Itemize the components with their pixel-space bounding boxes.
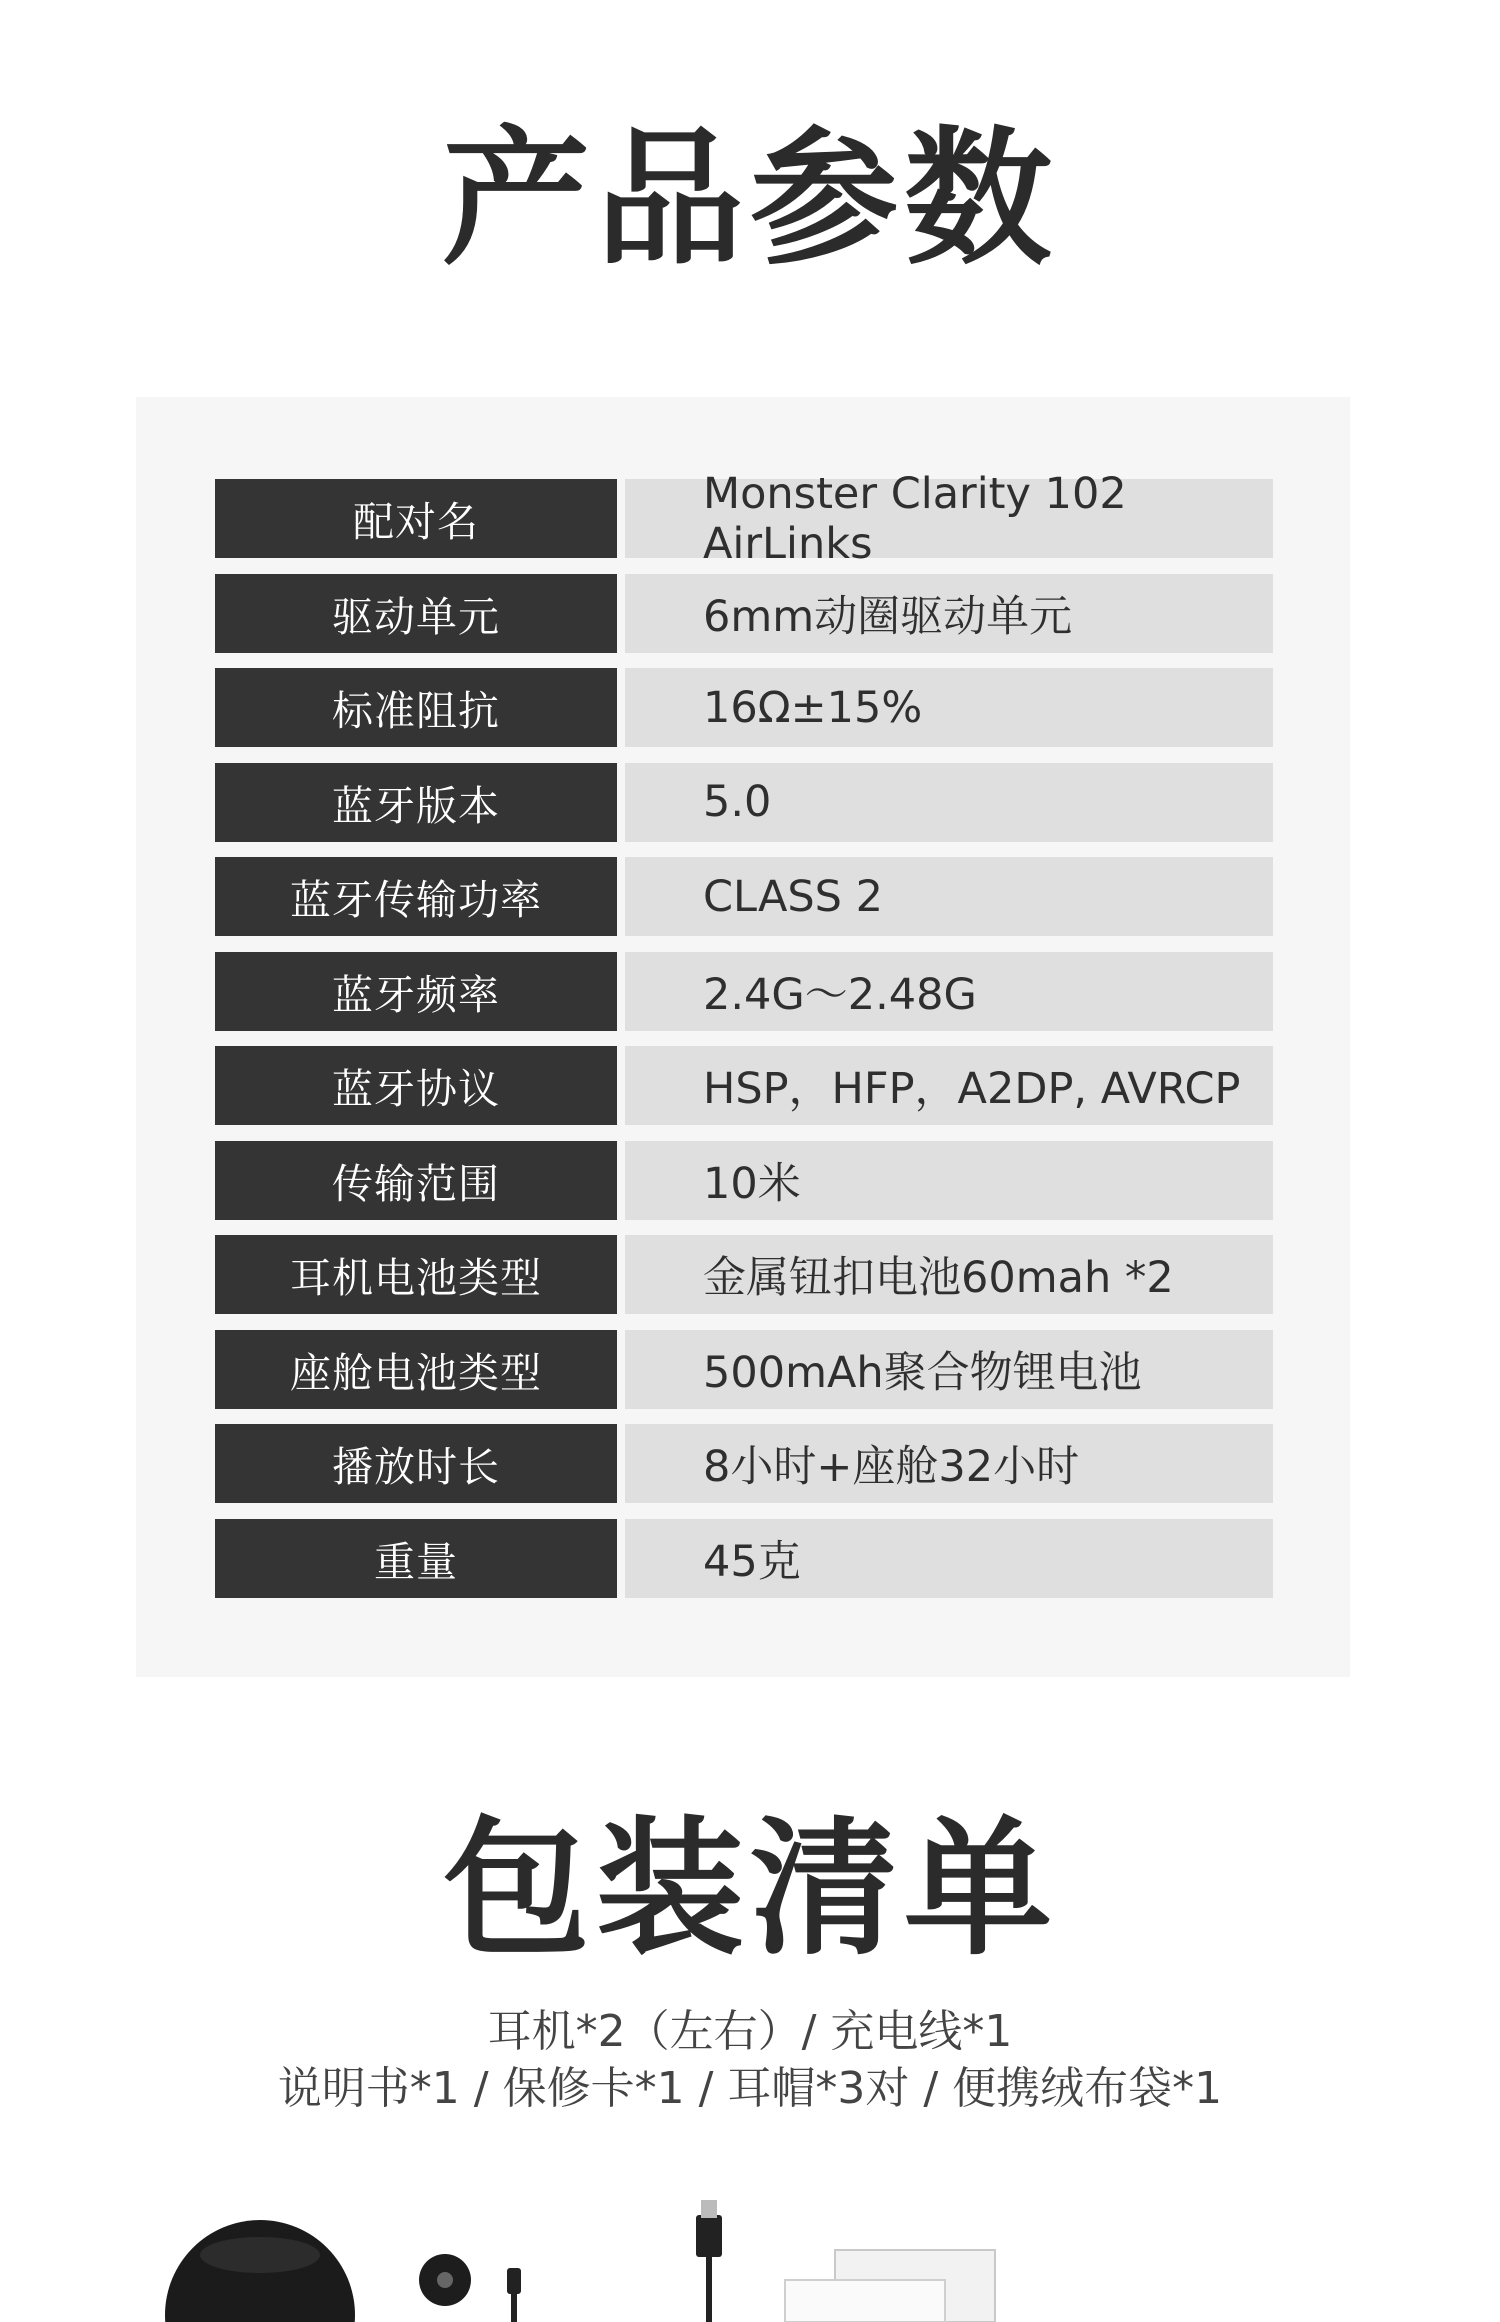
- spec-row: [215, 668, 1273, 747]
- spec-value: 8小时+座舱32小时: [625, 1424, 1273, 1503]
- spec-row: [215, 1046, 1273, 1125]
- spec-row: [215, 574, 1273, 653]
- spec-value: 5.0: [625, 763, 1273, 842]
- spec-panel: [136, 397, 1350, 1677]
- spec-row: [215, 1141, 1273, 1220]
- spec-label: 配对名: [215, 479, 617, 558]
- spec-table: [215, 468, 1273, 1613]
- spec-label: 蓝牙协议: [215, 1046, 617, 1125]
- package-section-title: 包装清单: [442, 1803, 1058, 1975]
- package-contents-line-2: 说明书*1 / 保修卡*1 / 耳帽*3对 / 便携绒布袋*1: [277, 2063, 1223, 2114]
- spec-section-title: 产品参数: [442, 113, 1058, 285]
- charging-case-image: [165, 2220, 355, 2322]
- spec-value: 6mm动圈驱动单元: [625, 574, 1273, 653]
- spec-value: 16Ω±15%: [625, 668, 1273, 747]
- spec-row: [215, 1424, 1273, 1503]
- spec-row: [215, 857, 1273, 936]
- spec-value: Monster Clarity 102 AirLinks: [625, 479, 1273, 558]
- spec-row: [215, 1330, 1273, 1409]
- spec-label: 重量: [215, 1519, 617, 1598]
- spec-row: [215, 1235, 1273, 1314]
- spec-row: [215, 763, 1273, 842]
- manual-card-image: [785, 2250, 995, 2322]
- spec-row: [215, 1519, 1273, 1598]
- spec-value: 金属钮扣电池60mah *2: [625, 1235, 1273, 1314]
- spec-value: 500mAh聚合物锂电池: [625, 1330, 1273, 1409]
- spec-value: 45克: [625, 1519, 1273, 1598]
- spec-label: 蓝牙频率: [215, 952, 617, 1031]
- spec-value: 10米: [625, 1141, 1273, 1220]
- spec-label: 座舱电池类型: [215, 1330, 617, 1409]
- spec-value: HSP，HFP，A2DP, AVRCP: [625, 1046, 1273, 1125]
- spec-label: 标准阻抗: [215, 668, 617, 747]
- spec-label: 蓝牙版本: [215, 763, 617, 842]
- connector-image: [507, 2268, 521, 2322]
- spec-row: [215, 468, 1273, 569]
- package-products-image: [0, 2180, 1500, 2322]
- spec-label: 播放时长: [215, 1424, 617, 1503]
- earbud-image: [419, 2254, 471, 2306]
- spec-label: 传输范围: [215, 1141, 617, 1220]
- spec-label: 耳机电池类型: [215, 1235, 617, 1314]
- package-contents-line-1: 耳机*2（左右）/ 充电线*1: [487, 2006, 1013, 2057]
- spec-label: 驱动单元: [215, 574, 617, 653]
- charging-cable-image: [696, 2200, 722, 2322]
- spec-value: CLASS 2: [625, 857, 1273, 936]
- spec-value: 2.4G～2.48G: [625, 952, 1273, 1031]
- spec-label: 蓝牙传输功率: [215, 857, 617, 936]
- spec-row: [215, 952, 1273, 1031]
